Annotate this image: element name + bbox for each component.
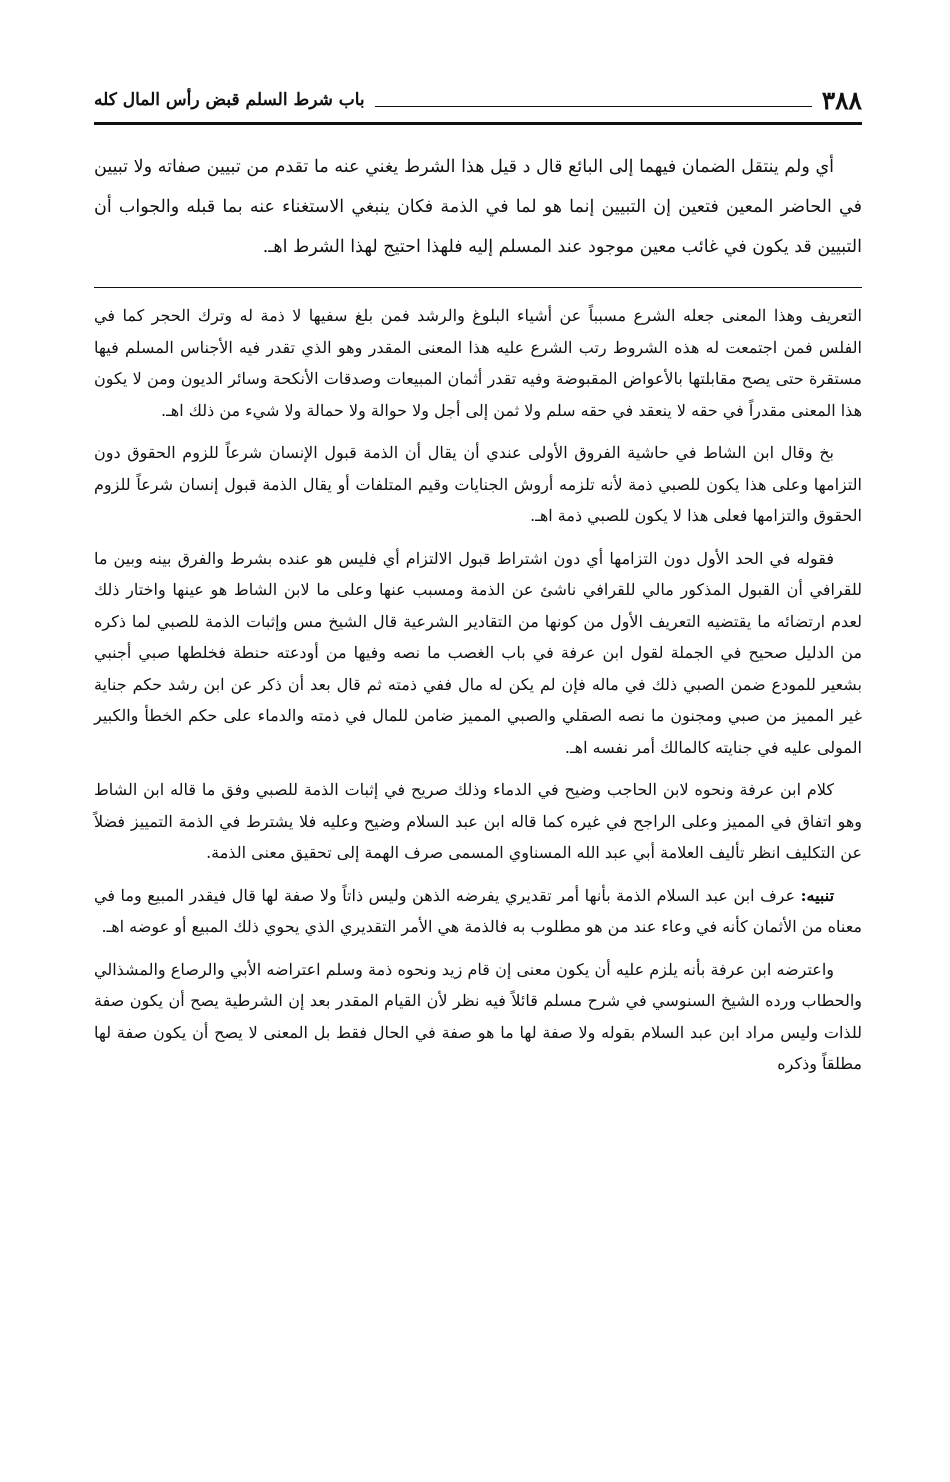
- header-rule: [94, 122, 862, 125]
- footnote-paragraph-4: كلام ابن عرفة ونحوه لابن الحاجب وضيح في الدماء وذلك صريح في إثبات الذمة للصبي وفق ما قاله ابن الشاط وهو اتفاق في المميز وعلى الراجح في غيره كما قاله ابن عبد السلام وضيح وعليه فلا يشترط في الذمة التمييز فضلاً عن التكليف انظر تأليف العلامة أبي عبد الله المسناوي المسمى صرف الهمة إلى تحقيق معنى الذمة.: [94, 780, 862, 862]
- footnote-paragraph-2: بخ وقال ابن الشاط في حاشية الفروق الأولى عندي أن يقال أن الذمة قبول الإنسان شرعاً للزوم الحقوق دون التزامها وعلى هذا يكون للصبي ذمة لأنه تلزمه أروش الجنايات وقيم المتلفات أو يقال الذمة قبول إنسان شرعاً للزوم الحقوق والتزامها فعلى هذا لا يكون للصبي ذمة اهـ.: [94, 443, 862, 525]
- header-leader-line: [375, 106, 812, 107]
- chapter-title: باب شرط السلم قبض رأس المال كله: [94, 90, 365, 110]
- note-text: عرف ابن عبد السلام الذمة بأنها أمر تقديري يفرضه الذهن وليس ذاتاً ولا صفة لها قال فيقدر المبيع وما في معناه من الأثمان كأنه في وعاء عند من هو مطلوب به فالذمة هي الأمر التقديري الذي يحوي ذلك المبيع أو عوضه اهـ.: [94, 885, 862, 936]
- note-label: تنبيه:: [800, 885, 835, 905]
- main-paragraph: أي ولم ينتقل الضمان فيهما إلى البائع قال د قيل هذا الشرط يغني عنه ما تقدم من تبيين صفاته ولا تبيين في الحاضر المعين فتعين إن التبيين إنما هو لما في الذمة فكان ينبغي الاستغناء عنه بما قبله والجواب أن التبيين قد يكون في غائب معين موجود عند المسلم إليه فلهذا احتيج لهذا الشرط اهـ.: [94, 157, 862, 257]
- main-text: [94, 147, 862, 267]
- footnote-paragraph-3: فقوله في الحد الأول دون التزامها أي دون اشتراط قبول الالتزام أي فليس هو عنده بشرط والفرق بينه وبين ما للقرافي أن القبول المذكور مالي للقرافي ناشئ عن الذمة ومسبب عنها وعلى ما لابن الشاط هو عينها واختار ذلك لعدم ارتضائه ما يقتضيه التعريف الأول من كونها من التقادير الشرعية قال الشيخ مس وإثبات الذمة للصبي لما ذكره من الدليل صحيح في الجملة لقول ابن عرفة في باب الغصب ما نصه وفيها من أودعته حنطة فخلطها صبي أجنبي بشعير للمودع ضمن الصبي ذلك في ماله فإن لم يكن له مال ففي ذمته ثم قال بعد أن ذكر عن ابن رشد حكم جناية غير المميز من صبي ومجنون ما نصه الصقلي والصبي المميز ضامن للمال في ذمته والدماء على حكم الخطأ والكبير المولى عليه في جنايته كالمالك أمر نفسه اهـ.: [94, 548, 863, 757]
- page-number: ٣٨٨: [821, 85, 862, 115]
- footnote-divider: [94, 287, 862, 288]
- footnotes: [94, 300, 862, 1080]
- running-header: [94, 80, 862, 120]
- footnote-paragraph-6: واعترضه ابن عرفة بأنه يلزم عليه أن يكون معنى إن قام زيد ونحوه ذمة وسلم اعتراضه الأبي والرصاع والمشذالي والحطاب ورده الشيخ السنوسي في شرح مسلم قائلاً فيه نظر لأن القيام المقدر بعد إن الشرطية يصح أن يكون صفة للذات وليس مراد ابن عبد السلام بقوله ولا صفة لها ما هو صفة في الحال فقط بل المعنى لا يصح أن يكون صفة لها مطلقاً وذكره: [94, 959, 862, 1073]
- book-page: [94, 80, 862, 1091]
- footnote-paragraph-1: التعريف وهذا المعنى جعله الشرع مسبباً عن أشياء البلوغ والرشد فمن بلغ سفيها لا ذمة له وترك الحجر كما في الفلس فمن اجتمعت له هذه الشروط رتب الشرع عليه هذا المعنى المقدر وهو الذي تقدر فيه الأجناس المسلم فيها مستقرة حتى يصح مقابلتها بالأعواض المقبوضة وفيه تقدر أثمان المبيعات وصدقات الأنكحة وسائر الديون ومن لا يكون هذا المعنى مقدراً في حقه لا ينعقد في حقه سلم ولا ثمن إلى أجل ولا حوالة ولا حمالة ولا شيء من ذلك اهـ.: [94, 306, 862, 420]
- footnote-paragraph-5: [94, 880, 862, 943]
